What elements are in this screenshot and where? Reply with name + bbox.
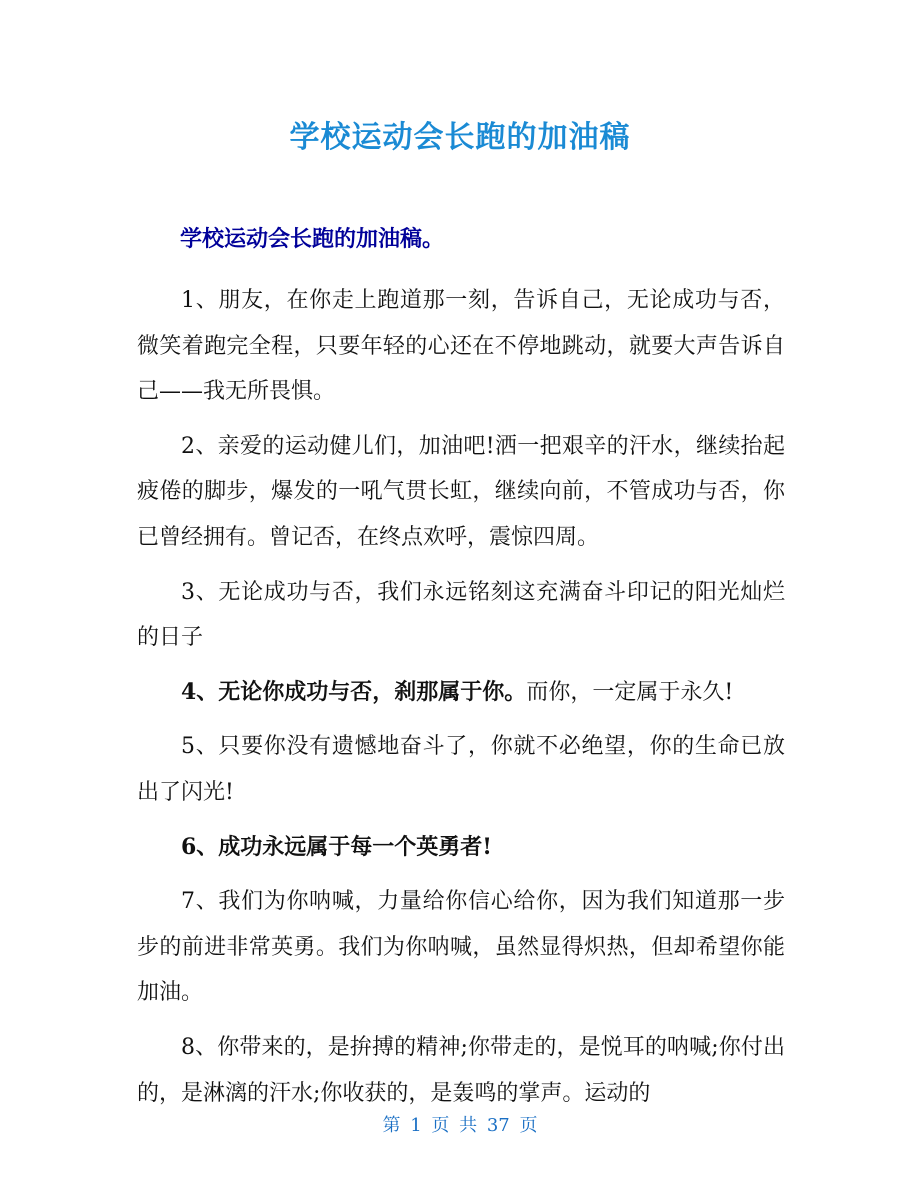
paragraph-7 xyxy=(137,879,785,1016)
paragraph-text: 2、亲爱的运动健儿们，加油吧!洒一把艰辛的汗水，继续抬起疲倦的脚步，爆发的一吼气贯长虹，继续向前，不管成功与否，你已曾经拥有。曾记否，在终点欢呼，震惊四周。 xyxy=(137,433,785,550)
paragraph-5 xyxy=(137,724,785,815)
page-number-footer: 第 1 页 共 37 页 xyxy=(382,1115,538,1136)
paragraph-text: 1、朋友，在你走上跑道那一刻，告诉自己，无论成功与否，微笑着跑完全程，只要年轻的心还在不停地跳动，就要大声告诉自己——我无所畏惧。 xyxy=(137,288,785,405)
paragraph-strong: 4、无论你成功与否，刹那属于你。 xyxy=(181,678,527,705)
paragraph-text: 而你，一定属于永久! xyxy=(526,679,734,705)
document-subtitle: 学校运动会长跑的加油稿。 xyxy=(180,227,445,252)
paragraph-1 xyxy=(137,278,785,415)
paragraph-text: 8、你带来的，是拚搏的精神;你带走的，是悦耳的呐喊;你付出的，是淋漓的汗水;你收获的，是轰鸣的掌声。运动的 xyxy=(137,1034,785,1106)
paragraph-4 xyxy=(137,670,785,716)
document-body xyxy=(137,278,785,1125)
paragraph-2 xyxy=(137,424,785,561)
paragraph-strong: 6、成功永远属于每一个英勇者! xyxy=(181,833,492,860)
document-title: 学校运动会长跑的加油稿 xyxy=(289,120,631,155)
paragraph-text: 3、无论成功与否，我们永远铭刻这充满奋斗印记的阳光灿烂的日子 xyxy=(137,579,785,651)
paragraph-8 xyxy=(137,1025,785,1116)
paragraph-6 xyxy=(137,825,785,871)
paragraph-3 xyxy=(137,570,785,661)
paragraph-text: 7、我们为你呐喊，力量给你信心给你，因为我们知道那一步步的前进非常英勇。我们为你呐喊，虽然显得炽热，但却希望你能加油。 xyxy=(137,889,785,1006)
paragraph-text: 5、只要你没有遗憾地奋斗了，你就不必绝望，你的生命已放出了闪光! xyxy=(137,734,785,805)
